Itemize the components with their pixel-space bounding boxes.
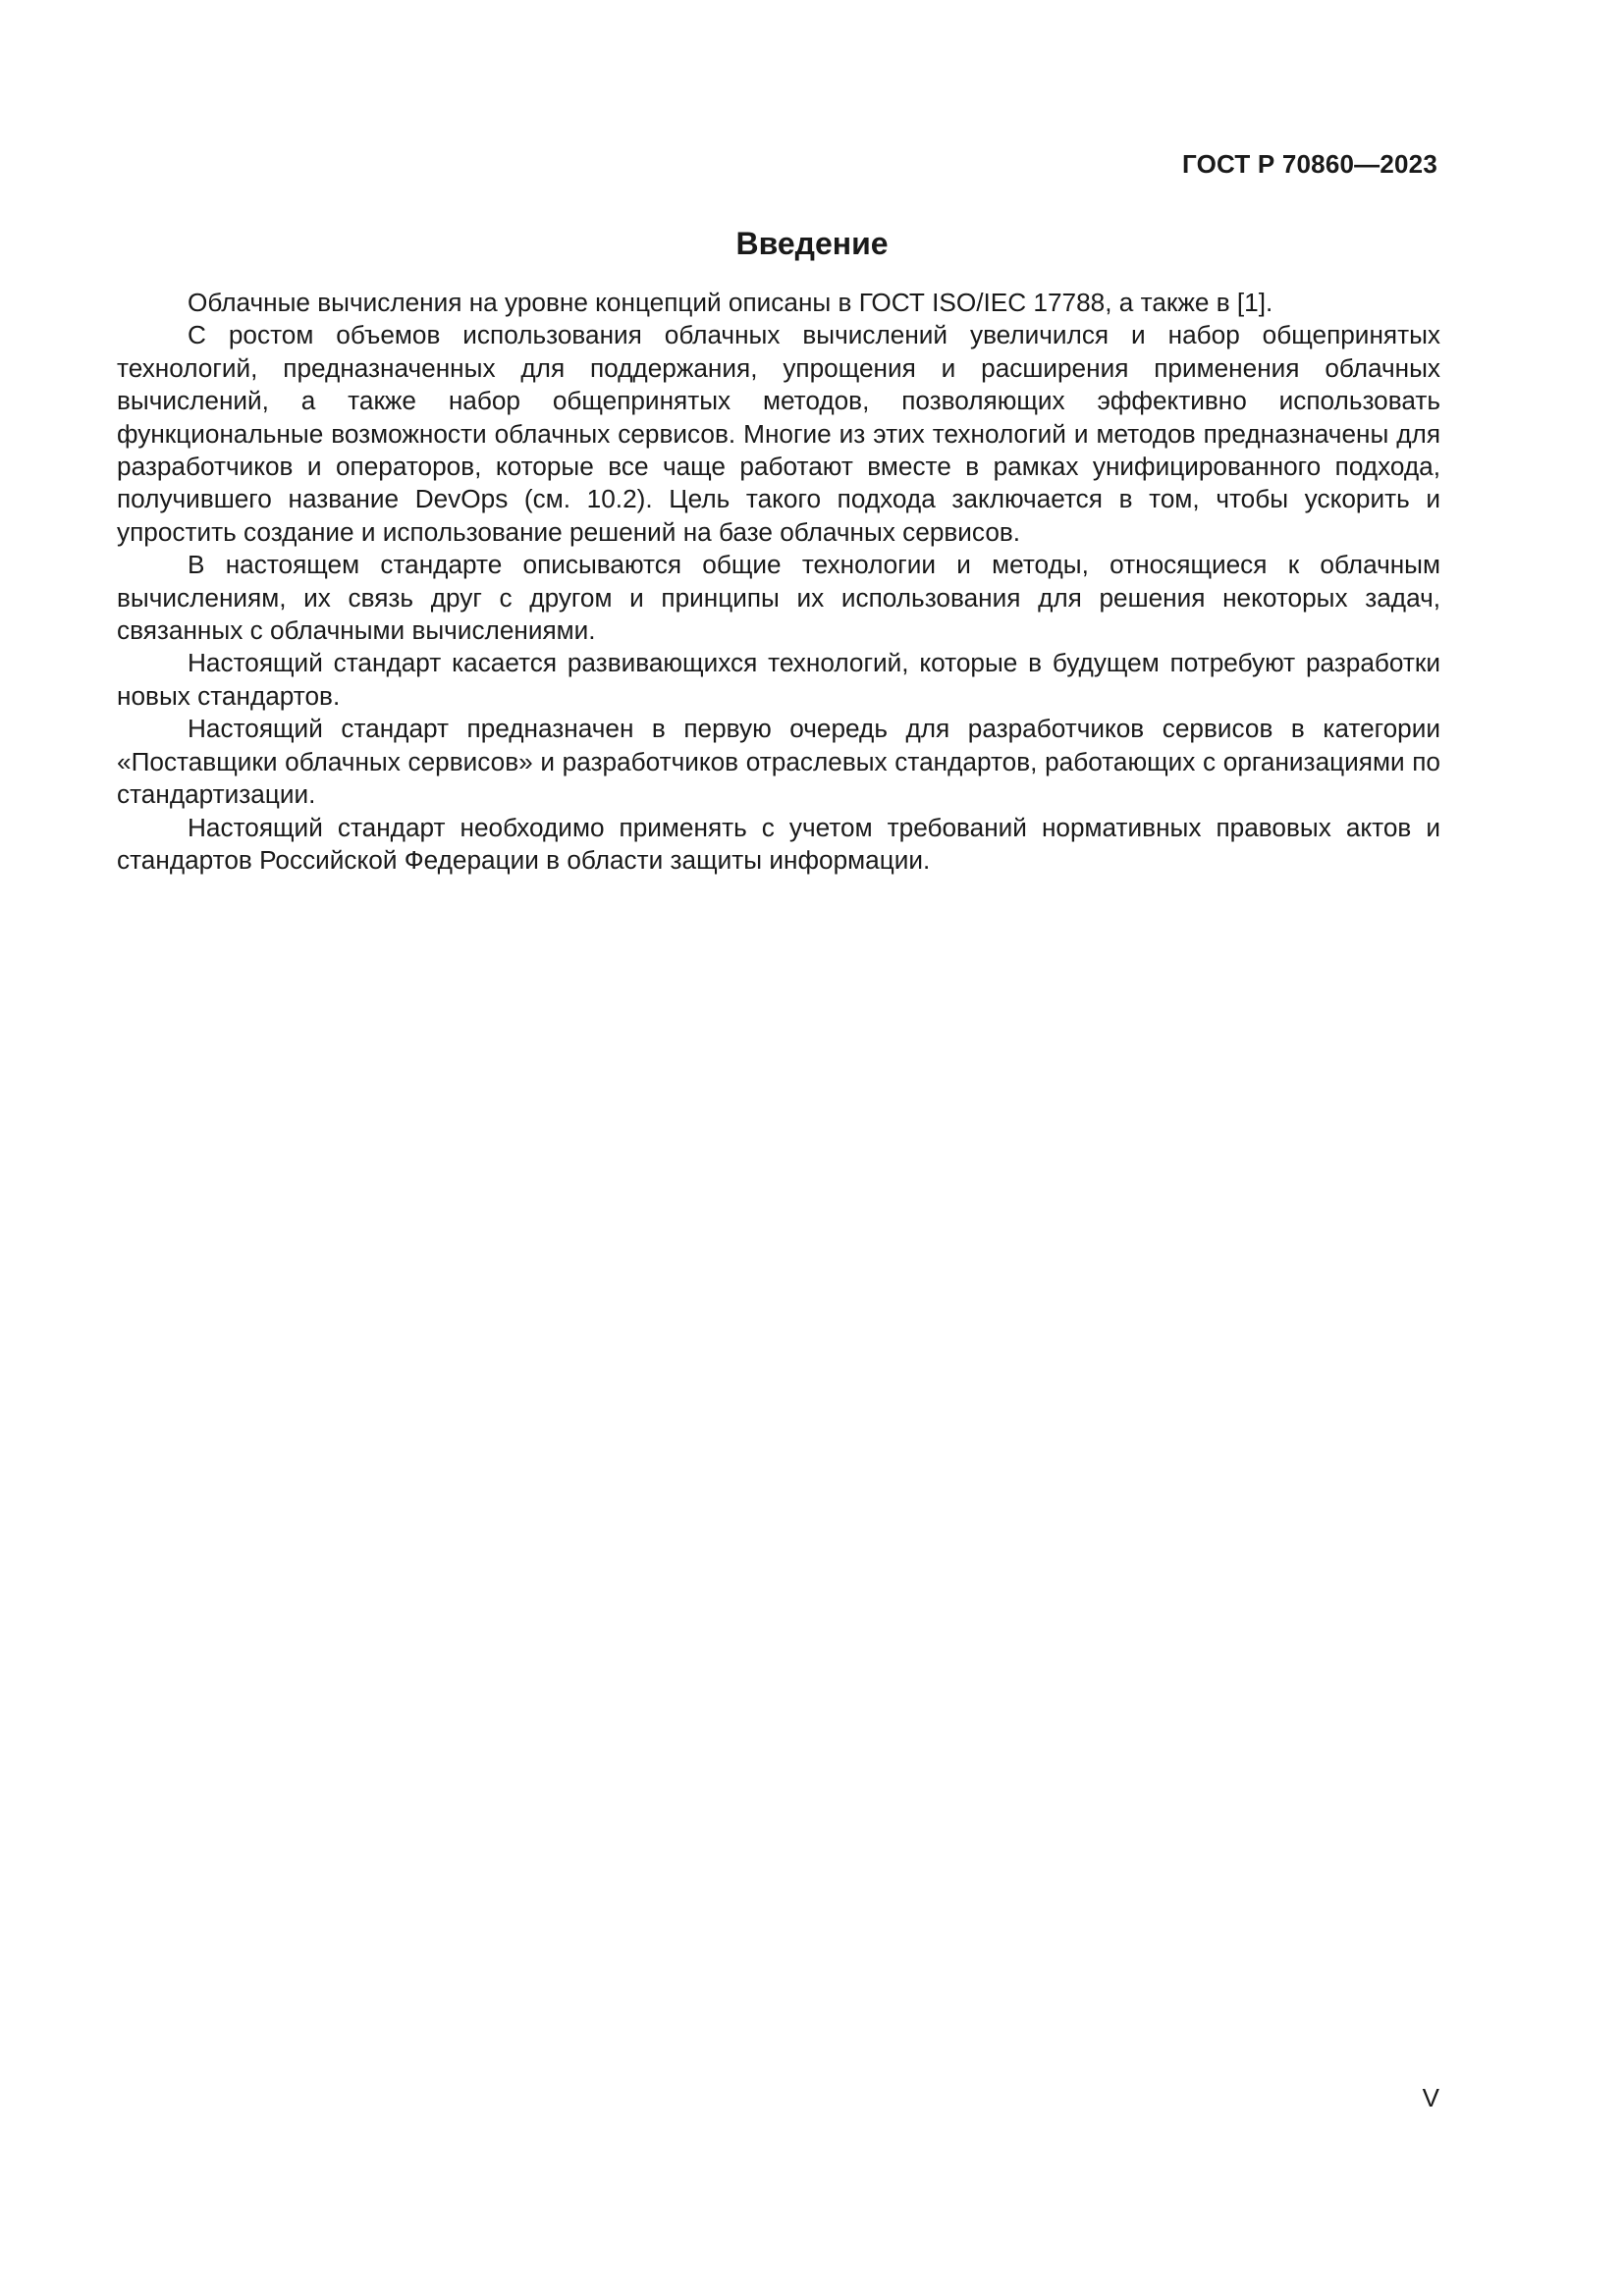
paragraph: Облачные вычисления на уровне концепций описаны в ГОСТ ISO/IEC 17788, а также в [1]. — [188, 288, 1273, 317]
paragraph: Настоящий стандарт касается развивающихся технологий, которые в будущем потребуют разработки новых стандартов. — [117, 648, 1440, 711]
paragraph: Настоящий стандарт необходимо применять с учетом требований нормативных правовых актов и стандартов Российской Федерации в области защиты информации. — [117, 812, 1440, 875]
section-title: Введение — [735, 226, 889, 261]
paragraph: В настоящем стандарте описываются общие технологии и методы, относящиеся к облачным вычислениям, их связь друг с другом и принципы их использования для решения некоторых задач, связанных с облачными вычислениями. — [117, 550, 1440, 646]
page-number: V — [1422, 2083, 1439, 2112]
document-code: ГОСТ Р 70860—2023 — [1182, 149, 1437, 179]
paragraph: Настоящий стандарт предназначен в первую очередь для разработчиков сервисов в категории «Поставщики облачных сервисов» и разработчиков отраслевых стандартов, работающих с организациями по стандартизации. — [117, 714, 1440, 810]
paragraph: С ростом объемов использования облачных вычислений увеличился и набор общепринятых технологий, предназначенных для поддержания, упрощения и расширения применения облачных вычислений, а также набор общепринятых методов, позволяющих эффективно использовать функциональные возможности облачных сервисов. Многие из этих технологий и методов предназначены для разработчиков и операторов, которые все чаще работают вместе в рамках унифицированного подхода, получившего название DevOps (см. 10.2). Цель такого подхода заключается в том, чтобы ускорить и упростить создание и использование решений на базе облачных сервисов. — [117, 320, 1440, 547]
section-body — [117, 287, 1440, 877]
